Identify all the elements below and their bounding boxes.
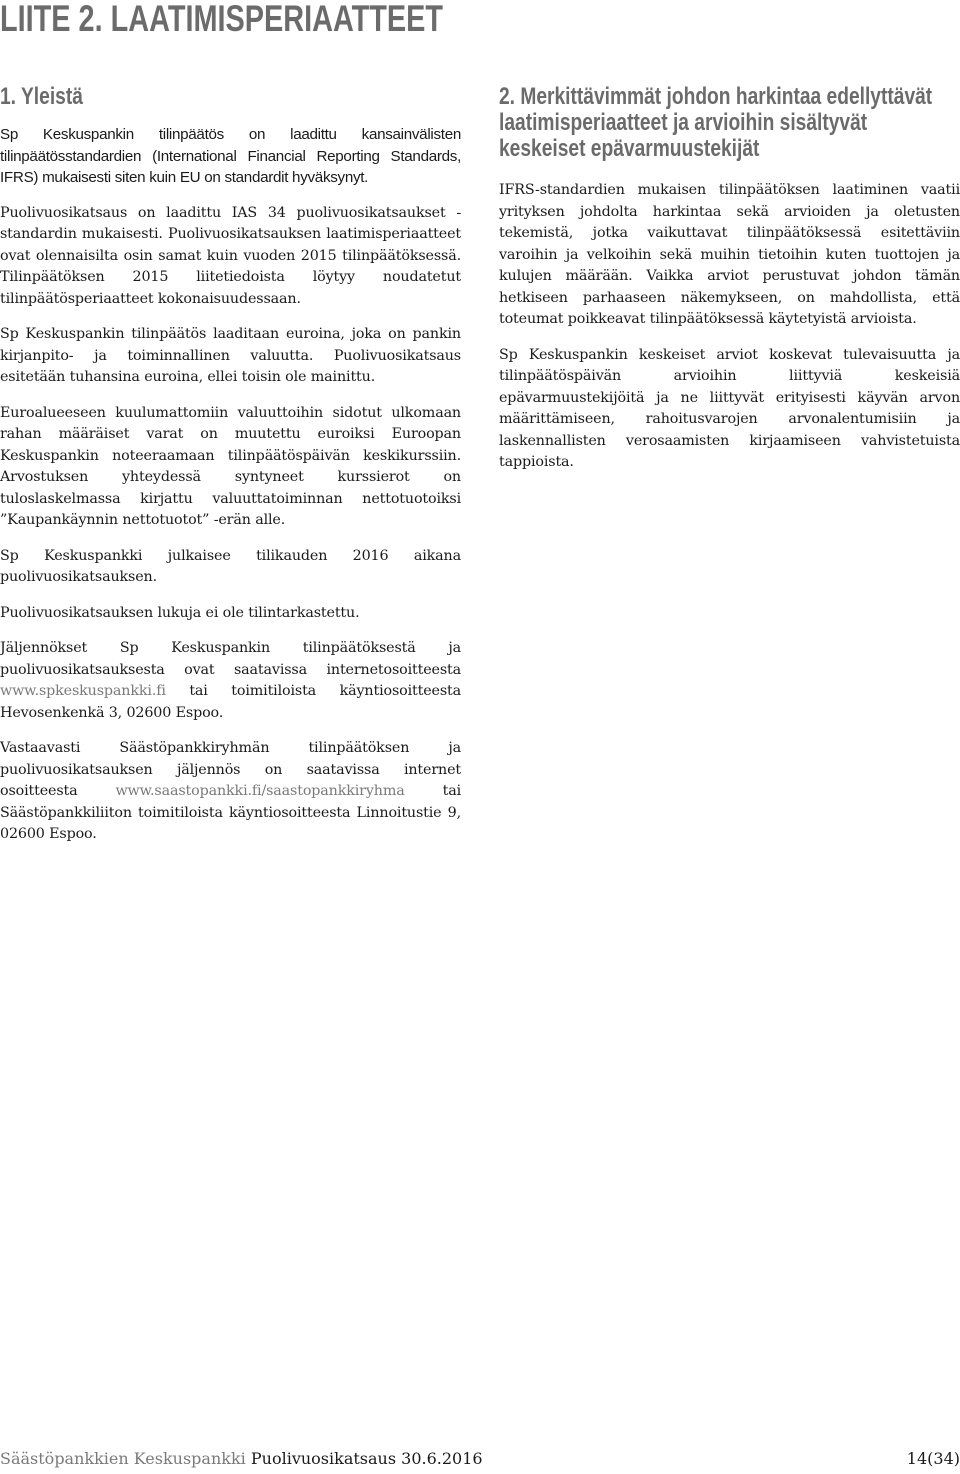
paragraph-ifrs: Sp Keskuspankin tilinpäätös on laadittu kansainvälisten tilinpäätösstandardien (International Financial Reporting Standards, IFRS) mukaisesti siten kuin EU on standardit hyväksynyt.	[0, 126, 461, 186]
paragraph-publication: Sp Keskuspankki julkaisee tilikauden 2016 aikana puolivuosikatsauksen.	[0, 547, 461, 585]
page-title: LIITE 2. LAATIMISPERIAATTEET	[0, 0, 444, 39]
left-column	[0, 84, 461, 860]
paragraph-audit: Puolivuosikatsauksen lukuja ei ole tilintarkastettu.	[0, 604, 360, 621]
section-heading-judgements: 2. Merkittävimmät johdon harkintaa edellyttävät laatimisperiaatteet ja arvioihin sisältyvät keskeiset epävarmuustekijät	[499, 83, 933, 162]
paragraph-foreign-currency: Euroalueeseen kuulumattomiin valuuttoihin sidotut ulkomaan rahan määräiset varat on muutettu euroiksi Euroopan Keskuspankin noteeraamaan tilinpäätöspäivän keskikurssiin. Arvostuksen yhteydessä syntyneet kurssierot on tuloslaskelmassa kirjattu valuuttatoiminnan nettotuotoiksi ”Kaupankäynnin nettotuotot” -erän alle.	[0, 404, 461, 528]
right-column	[499, 84, 960, 488]
copies-sp-text-b: tai toimitiloista käyntiosoitteesta Hevosenkenkä 3, 02600 Espoo.	[0, 683, 461, 721]
copies-group-text-b: tai Säästöpankkiliiton toimitiloista käyntiosoitteesta Linnoitustie 9, 02600 Espoo.	[0, 783, 461, 842]
footer-report-name: Puolivuosikatsaus 30.6.2016	[250, 1449, 483, 1468]
copies-group-text-a: Vastaavasti Säästöpankkiryhmän tilinpäätöksen ja puolivuosikatsauksen jäljennös on saatavissa internet osoitteesta	[0, 740, 461, 799]
spkeskuspankki-link[interactable]: www.spkeskuspankki.fi	[0, 683, 166, 699]
copies-sp-text-a: Jäljennökset Sp Keskuspankin tilinpäätöksestä ja puolivuosikatsauksesta ovat saatavissa internetosoitteesta	[0, 640, 461, 678]
paragraph-copies-group	[0, 738, 461, 846]
saastopankki-link[interactable]: www.saastopankki.fi/saastopankkiryhma	[115, 783, 405, 799]
paragraph-ias34: Puolivuosikatsaus on laadittu IAS 34 puolivuosikatsaukset -standardin mukaisesti. Puolivuosikatsauksen laatimisperiaatteet ovat olennaisilta osin samat kuin vuoden 2015 tilinpäätöksessä. Tilinpäätöksen 2015 liitetiedoista löytyy noudatetut tilinpäätösperiaatteet kokonaisuudessaan.	[0, 204, 461, 307]
section-heading-general: 1. Yleistä	[0, 83, 83, 110]
paragraph-currency: Sp Keskuspankin tilinpäätös laaditaan euroina, joka on pankin kirjanpito- ja toiminnallinen valuutta. Puolivuosikatsaus esitetään tuhansina euroina, ellei toisin ole mainittu.	[0, 326, 461, 385]
footer-page-number: 14(34)	[906, 1449, 960, 1468]
paragraph-key-estimates: Sp Keskuspankin keskeiset arviot koskevat tulevaisuutta ja tilinpäätöspäivän arvioihin liittyviä keskeisiä epävarmuustekijöitä ja ne liittyvät erityisesti käyvän arvon määrittämiseen, rahoitusvarojen arvonalentumisiin ja laskennallisten verosaamisten kirjaamiseen vahvistetuista tappioista.	[499, 346, 960, 470]
footer-organization: Säästöpankkien Keskuspankki	[0, 1449, 246, 1468]
paragraph-copies-sp	[0, 638, 461, 724]
paragraph-estimates: IFRS-standardien mukaisen tilinpäätöksen laatiminen vaatii yrityksen johdolta harkintaa sekä arvioiden ja oletusten tekemistä, jotka vaikuttavat tilinpäätöksessä esitettäviin varoihin ja velkoihin sekä muihin tietoihin kuten tuottojen ja kulujen määrään. Vaikka arviot perustuvat johdon tämän hetkiseen parhaaseen näkemykseen, on mahdollista, että toteumat poikkeavat tilinpäätöksessä käytetyistä arvioista.	[499, 182, 960, 327]
footer-left	[0, 1448, 483, 1470]
